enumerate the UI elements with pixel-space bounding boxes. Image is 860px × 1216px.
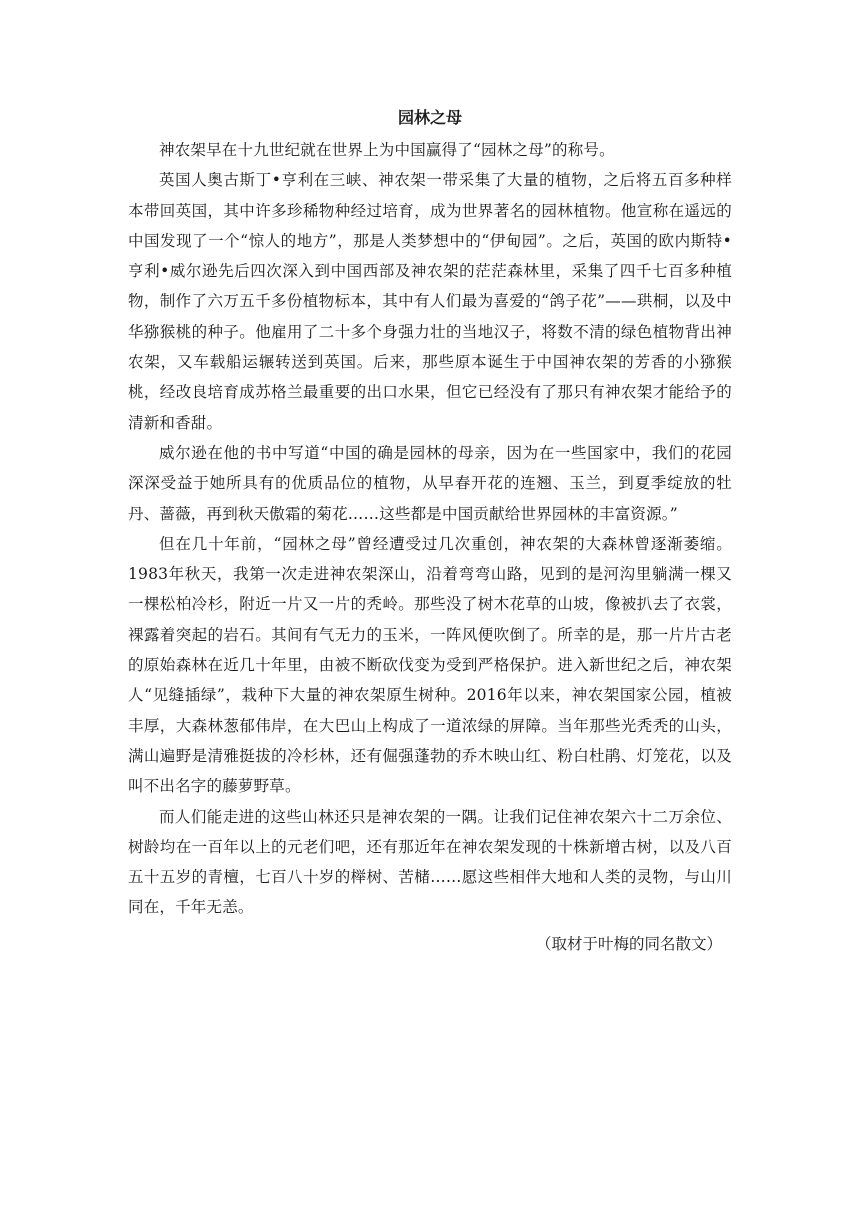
article-title: 园林之母: [397, 108, 462, 127]
paragraph-5: 而人们能走进的这些山林还只是神农架的一隅。让我们记住神农架六十二万余位、树龄均在一百年以上的元老们吧，还有那近年在神农架发现的十株新增古树，以及八百五十五岁的青檀，七百八十岁的榉树、苦槠……愿这些相伴大地和人类的灵物，与山川同在，千年无恙。: [128, 807, 732, 917]
paragraph-1: 神农架早在十九世纪就在世界上为中国赢得了“园林之母”的称号。: [159, 141, 615, 159]
source-attribution: （取材于叶梅的同名散文）: [535, 934, 722, 953]
document-page: [128, 104, 732, 959]
paragraph-4: 但在几十年前，“园林之母”曾经遭受过几次重创，神农架的大森林曾逐渐萎缩。1983年秋天，我第一次走进神农架深山，沿着弯弯山路，见到的是河沟里躺满一棵又一棵松柏冷杉，附近一片又一片的秃岭。那些没了树木花草的山坡，像被扒去了衣裳，裸露着突起的岩石。其间有气无力的玉米，一阵风便吹倒了。所幸的是，那一片片古老的原始森林在近几十年里，由被不断砍伐变为受到严格保护。进入新世纪之后，神农架人“见缝插绿”，栽种下大量的神农架原生树种。2016年以来，神农架国家公园，植被丰厚，大森林葱郁伟岸，在大巴山上构成了一道浓绿的屏障。当年那些光秃秃的山头，满山遍野是清雅挺拔的冷杉林，还有倔强蓬勃的乔木映山红、粉白杜鹃、灯笼花，以及叫不出名字的藤萝野草。: [128, 534, 732, 796]
paragraph-3: 威尔逊在他的书中写道“中国的确是园林的母亲，因为在一些国家中，我们的花园深深受益于她所具有的优质品位的植物，从早春开花的连翘、玉兰，到夏季绽放的牡丹、蔷薇，再到秋天傲霜的菊花……这些都是中国贡献给世界园林的丰富资源。”: [128, 443, 732, 523]
paragraph-2: 英国人奥古斯丁•亨利在三峡、神农架一带采集了大量的植物，之后将五百多种样本带回英国，其中许多珍稀物种经过培育，成为世界著名的园林植物。他宣称在遥远的中国发现了一个“惊人的地方”，那是人类梦想中的“伊甸园”。之后，英国的欧内斯特•亨利•威尔逊先后四次深入到中国西部及神农架的茫茫森林里，采集了四千七百多种植物，制作了六万五千多份植物标本，其中有人们最为喜爱的“鸽子花”——珙桐，以及中华猕猴桃的种子。他雇用了二十多个身强力壮的当地汉子，将数不清的绿色植物背出神农架，又车载船运辗转送到英国。后来，那些原本诞生于中国神农架的芳香的小猕猴桃，经改良培育成苏格兰最重要的出口水果，但它已经没有了那只有神农架才能给予的清新和香甜。: [128, 171, 732, 432]
